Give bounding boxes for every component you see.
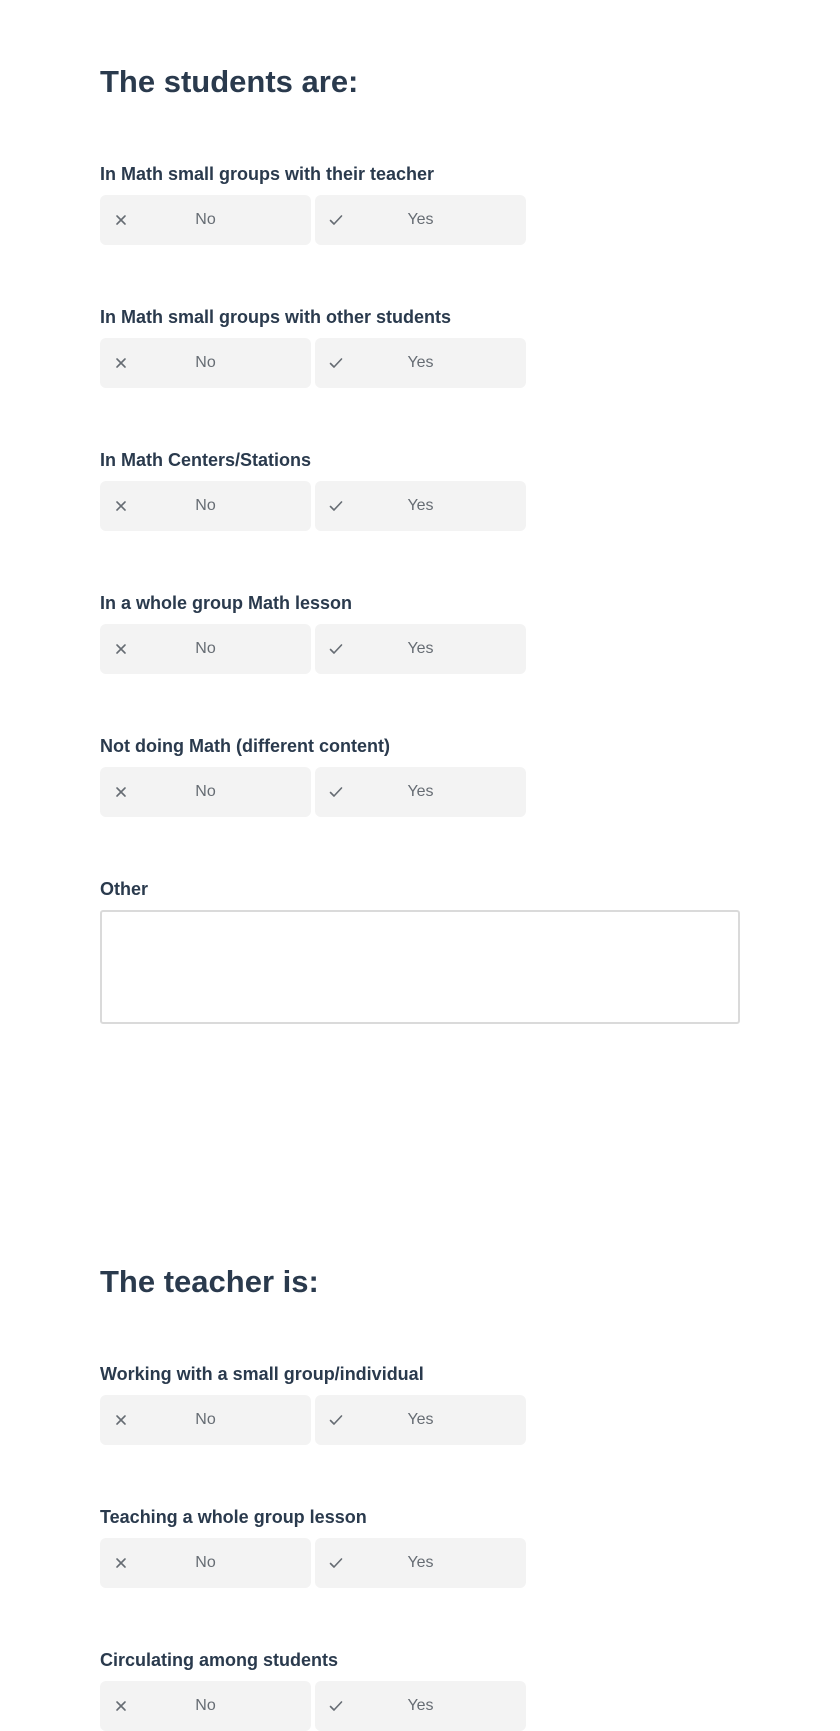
yes-label: Yes (407, 354, 434, 371)
other-textarea[interactable] (100, 910, 740, 1024)
yes-label: Yes (407, 497, 434, 514)
check-icon (329, 642, 343, 656)
question-whole-group-lesson (100, 1506, 740, 1588)
yes-no-options (100, 195, 740, 245)
question-not-doing-math (100, 735, 740, 817)
teacher-section (100, 1266, 740, 1731)
yes-button[interactable] (315, 1681, 526, 1731)
check-icon (329, 356, 343, 370)
question-label: In Math Centers/Stations (100, 450, 312, 470)
no-button[interactable] (100, 1395, 311, 1445)
no-button[interactable] (100, 481, 311, 531)
yes-label: Yes (407, 783, 434, 800)
no-button[interactable] (100, 624, 311, 674)
other-label: Other (100, 879, 149, 899)
teacher-section-title: The teacher is: (100, 1264, 319, 1299)
yes-label: Yes (407, 1411, 434, 1428)
check-icon (329, 1699, 343, 1713)
no-label: No (195, 783, 216, 800)
no-label: No (195, 1411, 216, 1428)
no-button[interactable] (100, 767, 311, 817)
yes-button[interactable] (315, 767, 526, 817)
students-section-title: The students are: (100, 64, 359, 99)
no-label: No (195, 640, 216, 657)
yes-no-options (100, 338, 740, 388)
yes-no-options (100, 624, 740, 674)
close-icon (114, 499, 128, 513)
question-whole-group-math (100, 592, 740, 674)
check-icon (329, 213, 343, 227)
question-small-group-individual (100, 1363, 740, 1445)
question-label: Working with a small group/individual (100, 1364, 424, 1384)
no-label: No (195, 211, 216, 228)
question-label: Circulating among students (100, 1650, 339, 1670)
yes-no-options (100, 767, 740, 817)
yes-button[interactable] (315, 338, 526, 388)
close-icon (114, 213, 128, 227)
yes-label: Yes (407, 1554, 434, 1571)
yes-no-options (100, 1538, 740, 1588)
check-icon (329, 499, 343, 513)
no-button[interactable] (100, 195, 311, 245)
question-circulating (100, 1649, 740, 1731)
yes-button[interactable] (315, 1395, 526, 1445)
close-icon (114, 642, 128, 656)
yes-no-options (100, 1681, 740, 1731)
question-other (100, 878, 740, 1024)
no-label: No (195, 1554, 216, 1571)
no-button[interactable] (100, 338, 311, 388)
close-icon (114, 1556, 128, 1570)
close-icon (114, 1699, 128, 1713)
no-label: No (195, 497, 216, 514)
no-label: No (195, 1697, 216, 1714)
question-label: Teaching a whole group lesson (100, 1507, 367, 1527)
no-label: No (195, 354, 216, 371)
yes-button[interactable] (315, 624, 526, 674)
no-button[interactable] (100, 1538, 311, 1588)
question-label: In Math small groups with other students (100, 307, 452, 327)
question-math-small-groups-students (100, 306, 740, 388)
question-math-small-groups-teacher (100, 163, 740, 245)
question-label: In a whole group Math lesson (100, 593, 353, 613)
check-icon (329, 1413, 343, 1427)
close-icon (114, 1413, 128, 1427)
yes-button[interactable] (315, 1538, 526, 1588)
close-icon (114, 356, 128, 370)
students-section (100, 66, 740, 1024)
close-icon (114, 785, 128, 799)
question-label: Not doing Math (different content) (100, 736, 390, 756)
no-button[interactable] (100, 1681, 311, 1731)
check-icon (329, 1556, 343, 1570)
yes-no-options (100, 1395, 740, 1445)
yes-no-options (100, 481, 740, 531)
yes-label: Yes (407, 211, 434, 228)
question-math-centers (100, 449, 740, 531)
question-label: In Math small groups with their teacher (100, 164, 435, 184)
yes-label: Yes (407, 640, 434, 657)
yes-label: Yes (407, 1697, 434, 1714)
yes-button[interactable] (315, 481, 526, 531)
check-icon (329, 785, 343, 799)
yes-button[interactable] (315, 195, 526, 245)
